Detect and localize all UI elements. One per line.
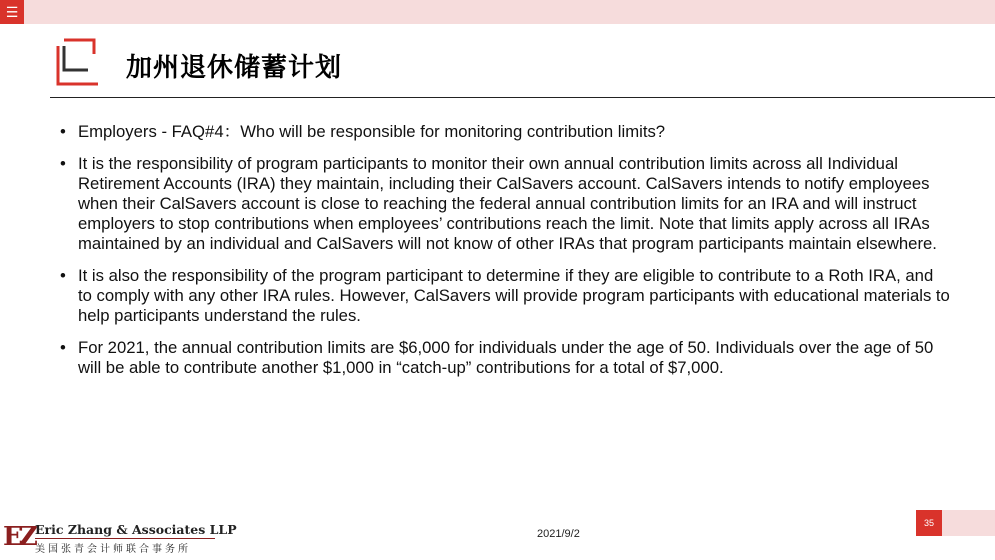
bullet-list	[60, 122, 950, 390]
bullet-marker: •	[60, 338, 66, 357]
firm-logo	[3, 520, 237, 555]
bullet-marker: •	[60, 266, 66, 285]
bullet-item	[60, 266, 950, 326]
slide-logo-icon	[50, 32, 106, 88]
top-bar	[0, 0, 995, 24]
bullet-text: Employers - FAQ#4：Who will be responsible for monitoring contribution limits?	[78, 122, 666, 141]
page-number: 35	[916, 510, 942, 536]
firm-monogram: EZ	[3, 522, 34, 552]
firm-name-divider	[35, 538, 215, 539]
bullet-marker: •	[60, 154, 66, 173]
firm-name-en: Eric Zhang & Associates LLP	[35, 522, 237, 537]
bullet-text: It is also the responsibility of the program participant to determine if they are eligible to contribute to a Roth IRA, and to comply with any other IRA rules. However, CalSavers will provide program participants with educational materials to help participants understand the rules.	[78, 266, 950, 325]
menu-icon[interactable]: ☰	[0, 0, 24, 24]
slide-title: 加州退休储蓄计划	[126, 53, 343, 83]
firm-name-cn: 美国张青会计师联合事务所	[35, 544, 191, 555]
bullet-marker: •	[60, 122, 66, 141]
bullet-text: For 2021, the annual contribution limits are $6,000 for individuals under the age of 50. Individuals over the age of 50 will be able to contribute another $1,000 in “catch-up” contributions for a total of $7,000.	[78, 338, 934, 377]
bullet-item	[60, 338, 950, 378]
footer-date: 2021/9/2	[537, 528, 580, 540]
page-number-bar	[942, 510, 995, 536]
bullet-item	[60, 122, 950, 142]
bullet-item	[60, 154, 950, 254]
title-divider	[50, 97, 995, 98]
bullet-text: It is the responsibility of program participants to monitor their own annual contribution limits across all Individual Retirement Accounts (IRA) they maintain, including their CalSavers account. CalSavers intends to notify employees when their CalSavers account is close to reaching the federal annual contribution limits for an IRA and will instruct employers to stop contributions when employees’ contributions reach the limit. Note that limits apply across all IRAs maintained by an individual and CalSavers will not know of other IRAs that program participants maintain elsewhere.	[78, 154, 937, 253]
